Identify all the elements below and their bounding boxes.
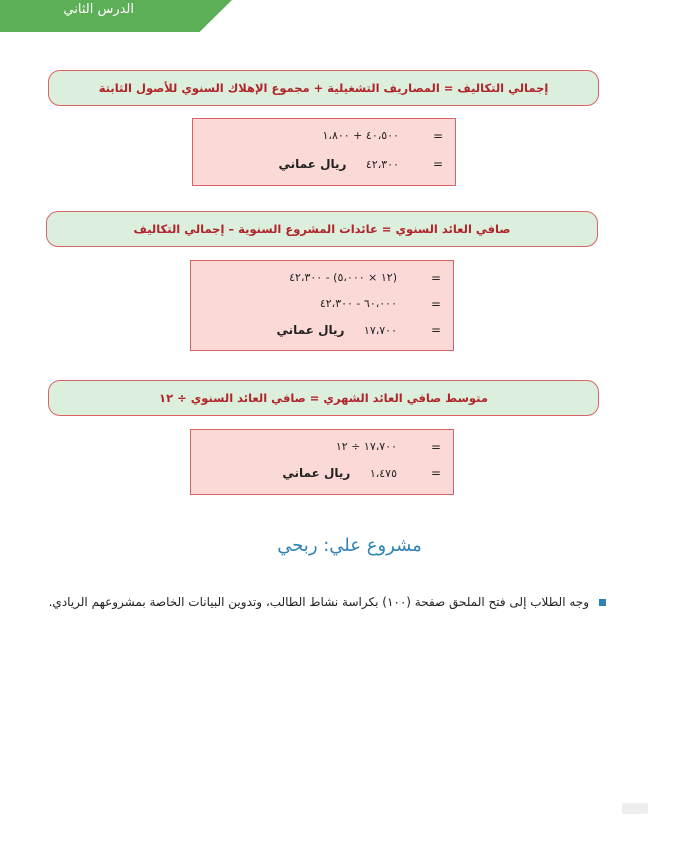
currency-unit: ريال عماني (276, 323, 345, 337)
square-bullet-icon (599, 599, 606, 606)
calc-expression: ٤٢،٣٠٠ (365, 158, 399, 171)
calc-box-total-costs (192, 118, 456, 186)
formula-banner-net-annual-return: صافي العائد السنوي = عائدات المشروع السنوية – إجمالي التكاليف (46, 211, 598, 247)
equals-sign: = (432, 157, 443, 171)
equals-sign: = (430, 297, 441, 311)
calc-expression: ١٧،٧٠٠ ÷ ١٢ (335, 440, 397, 453)
calc-box-monthly-return (190, 429, 454, 495)
calc-expression: ٤٠،٥٠٠ + ١،٨٠٠ (322, 129, 399, 142)
equals-sign: = (430, 323, 441, 337)
formula-banner-total-costs: إجمالي التكاليف = المصاريف التشغيلية + مجموع الإهلاك السنوي للأصول الثابتة (48, 70, 599, 106)
calc-box-net-annual-return (190, 260, 454, 351)
equals-sign: = (430, 466, 441, 480)
page-marker (622, 803, 648, 814)
calc-result (282, 466, 397, 480)
calc-expression: (١٢ × ٥،٠٠٠) - ٤٢،٣٠٠ (289, 271, 397, 284)
project-title: مشروع علي: ربحي (277, 535, 422, 556)
equals-sign: = (430, 271, 441, 285)
instruction-text: وجه الطلاب إلى فتح الملحق صفحة (١٠٠) بكراسة نشاط الطالب، وتدوين البيانات الخاصة بمشروعهم الريادي. (48, 595, 589, 609)
lesson-label: الدرس الثاني (63, 2, 134, 17)
formula-banner-monthly-return: متوسط صافي العائد الشهري = صافي العائد السنوي ÷ ١٢ (48, 380, 599, 416)
instruction-item (40, 590, 606, 614)
calc-expression: ١،٤٧٥ (369, 467, 397, 480)
equals-sign: = (432, 129, 443, 143)
currency-unit: ريال عماني (282, 466, 351, 480)
calc-expression: ١٧،٧٠٠ (363, 324, 397, 337)
equals-sign: = (430, 440, 441, 454)
calc-result (279, 157, 400, 171)
calc-result (277, 323, 398, 337)
currency-unit: ريال عماني (278, 157, 347, 171)
calc-expression: ٦٠،٠٠٠ - ٤٢،٣٠٠ (319, 297, 397, 310)
